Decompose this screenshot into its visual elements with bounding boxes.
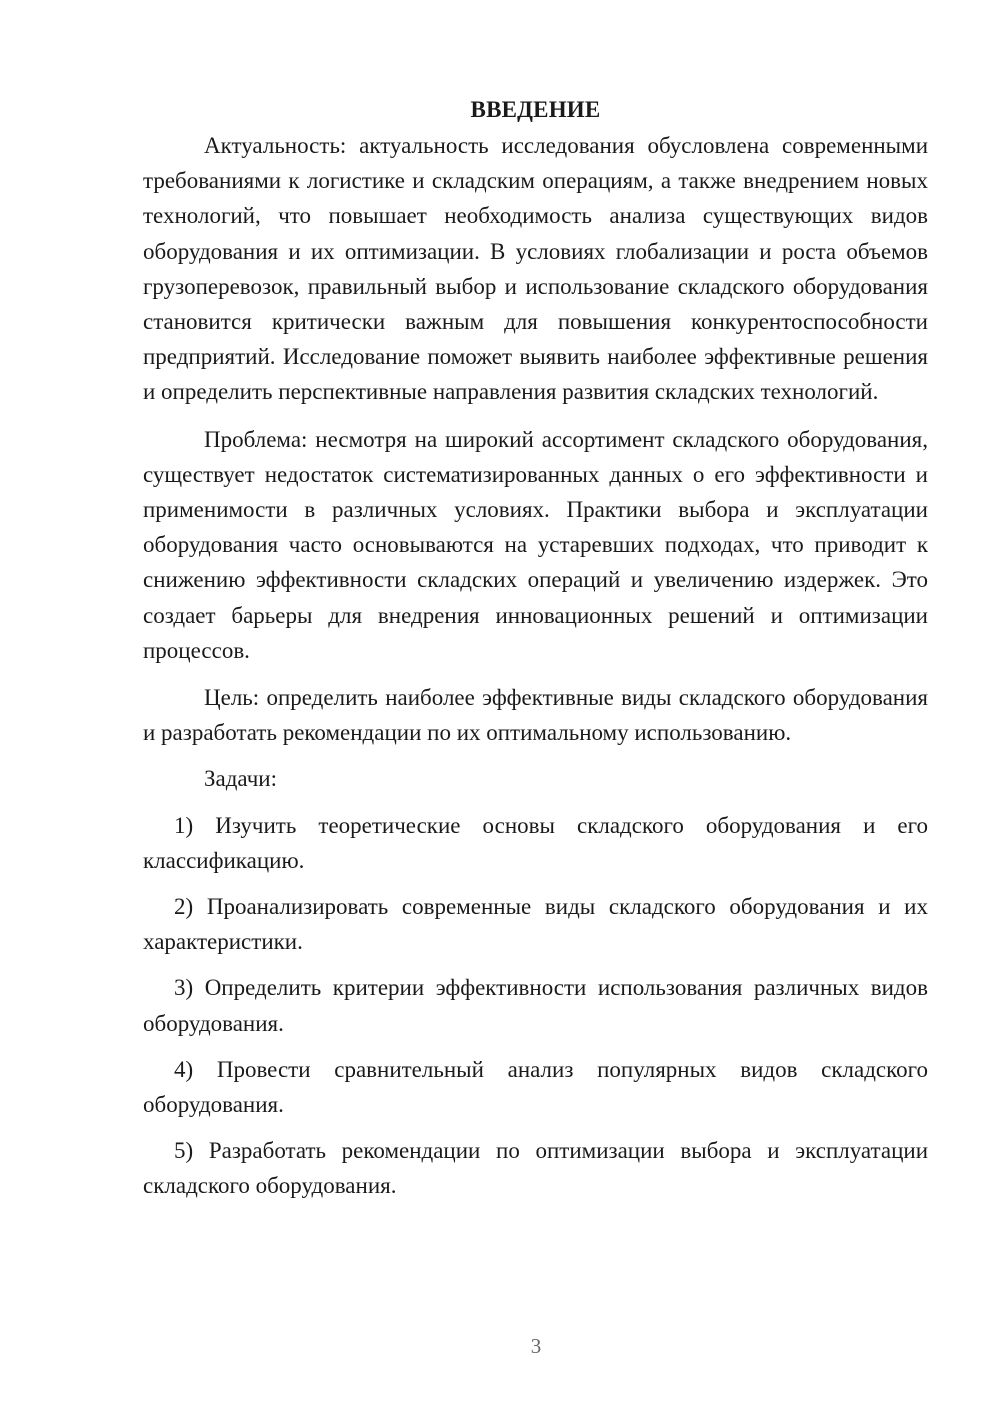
task-item: 5) Разработать рекомендации по оптимизации выбора и эксплуатации складского оборудования.: [143, 1138, 928, 1199]
tasks-label: Задачи:: [204, 766, 277, 792]
section-heading: ВВЕДЕНИЕ: [470, 97, 601, 122]
page-number: 3: [530, 1334, 542, 1358]
document-page: [143, 94, 928, 1204]
actuality-paragraph: Актуальность: актуальность исследования обусловлена современными требованиями к логистике и складским операциям, а также внедрением новых технологий, что повышает необходимость анализа существующих видов оборудования и их оптимизации. В условиях глобализации и роста объемов грузоперевозок, правильный выбор и использование складского оборудования становится критически важным для повышения конкурентоспособности предприятий. Исследование поможет выявить наиболее эффективные решения и определить перспективные направления развития складских технологий.: [143, 133, 928, 405]
task-item: 4) Провести сравнительный анализ популярных видов складского оборудования.: [143, 1056, 928, 1118]
task-item: 2) Проанализировать современные виды складского оборудования и их характеристики.: [143, 894, 928, 955]
goal-paragraph: Цель: определить наиболее эффективные виды складского оборудования и разработать рекомендации по их оптимальному использованию.: [143, 685, 928, 746]
task-item: 1) Изучить теоретические основы складского оборудования и его классификацию.: [143, 812, 928, 873]
problem-paragraph: Проблема: несмотря на широкий ассортимент складского оборудования, существует недостаток систематизированных данных о его эффективности и применимости в различных условиях. Практики выбора и эксплуатации оборудования часто основываются на устаревших подходах, что приводит к снижению эффективности складских операций и увеличению издержек. Это создает барьеры для внедрения инновационных решений и оптимизации процессов.: [143, 426, 928, 663]
task-item: 3) Определить критерии эффективности использования различных видов оборудования.: [143, 975, 928, 1036]
